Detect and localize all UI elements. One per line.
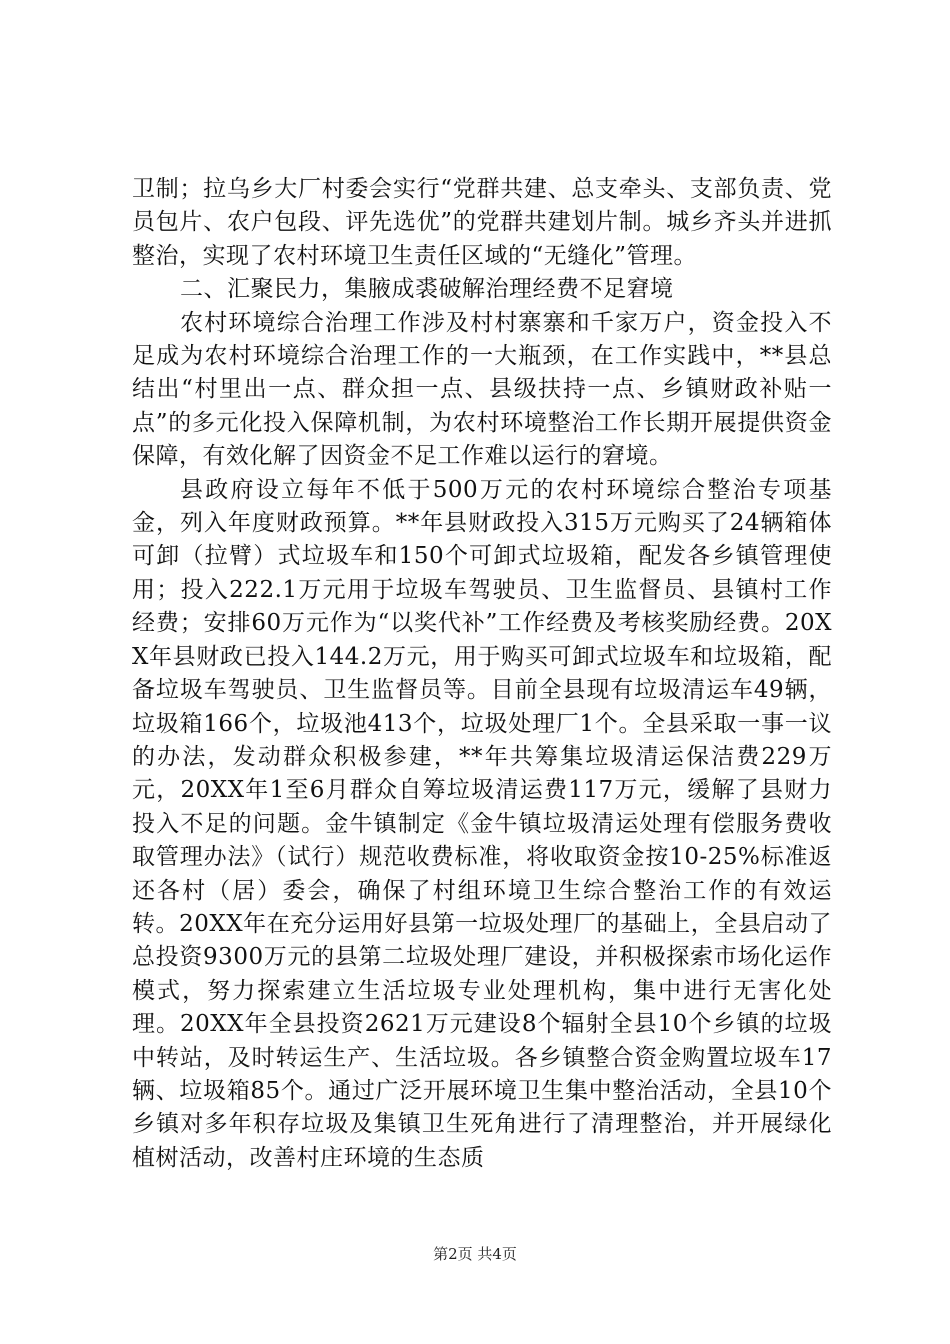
paragraph-funding-mechanism: 农村环境综合治理工作涉及村村寨寨和千家万户，资金投入不足成为农村环境综合治理工作的一大瓶颈，在工作实践中，**县总结出“村里出一点、群众担一点、县级扶持一点、乡镇财政补贴一点”的多元化投入保障机制，为农村环境整治工作长期开展提供资金保障，有效化解了因资金不足工作难以运行的窘境。 xyxy=(132,309,832,470)
section-heading: 二、汇聚民力，集腋成裘破解治理经费不足窘境 xyxy=(180,276,674,303)
document-body xyxy=(132,173,832,1175)
paragraph-continuation: 卫制；拉乌乡大厂村委会实行“党群共建、总支牵头、支部负责、党员包片、农户包段、评先选优”的党群共建划片制。城乡齐头并进抓整治，实现了农村环境卫生责任区域的“无缝化”管理。 xyxy=(132,176,832,269)
page-number-footer: 第2页 共4页 xyxy=(433,1245,517,1263)
paragraph-funding-details: 县政府设立每年不低于500万元的农村环境综合整治专项基金，列入年度财政预算。**年县财政投入315万元购买了24辆箱体可卸（拉臂）式垃圾车和150个可卸式垃圾箱，配发各乡镇管理使用；投入222.1万元用于垃圾车驾驶员、卫生监督员、县镇村工作经费；安排60万元作为“以奖代补”工作经费及考核奖励经费。20XX年县财政已投入144.2万元，用于购买可卸式垃圾车和垃圾箱，配备垃圾车驾驶员、卫生监督员等。目前全县现有垃圾清运车49辆，垃圾箱166个，垃圾池413个，垃圾处理厂1个。全县采取一事一议的办法，发动群众积极参建，**年共筹集垃圾清运保洁费229万元，20XX年1至6月群众自筹垃圾清运费117万元，缓解了县财力投入不足的问题。金牛镇制定《金牛镇垃圾清运处理有偿服务费收取管理办法》（试行）规范收费标准，将收取资金按10-25%标准返还各村（居）委会，确保了村组环境卫生综合整治工作的有效运转。20XX年在充分运用好县第一垃圾处理厂的基础上，全县启动了总投资9300万元的县第二垃圾处理厂建设，并积极探索市场化运作模式，努力探索建立生活垃圾专业处理机构，集中进行无害化处理。20XX年全县投资2621万元建设8个辐射全县10个乡镇的垃圾中转站，及时转运生产、生活垃圾。各乡镇整合资金购置垃圾车17辆、垃圾箱85个。通过广泛开展环境卫生集中整治活动，全县10个乡镇对多年积存垃圾及集镇卫生死角进行了清理整治，并开展绿化植树活动，改善村庄环境的生态质 xyxy=(132,476,832,1171)
